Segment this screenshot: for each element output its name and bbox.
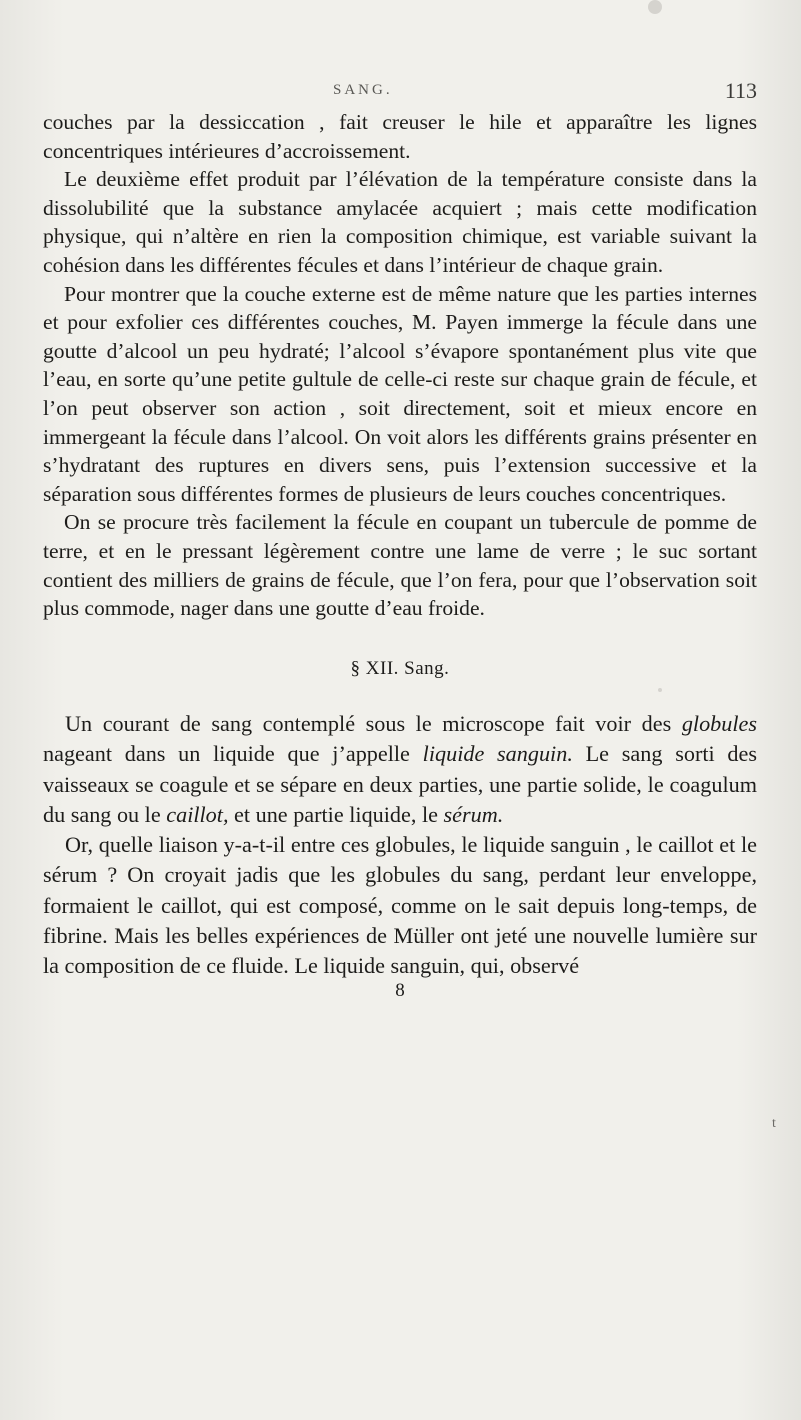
italic-term: caillot, [166, 801, 229, 827]
text-run: et une partie liquide, le [228, 801, 444, 827]
paragraph: On se procure très facilement la fécule en coupant un tubercule de pomme de terre, et en le pressant légèrement contre une lame de verre ; le suc sortant contient des milliers de grains de fécule, que l’on fera, pour que l’observation soit plus commode, nager dans une goutte d’eau froide. [43, 510, 757, 621]
signature-mark: 8 [395, 980, 405, 1002]
running-header [43, 80, 757, 110]
text-run: nageant dans un liquide que j’appelle [43, 741, 423, 767]
paragraph [43, 709, 757, 830]
paragraph: couches par la dessiccation , fait creuser le hile et apparaître les lignes concentriques intérieures d’accroissement. [43, 110, 757, 163]
paragraph: Pour montrer que la couche externe est de même nature que les parties internes et pour exfolier ces différentes couches, M. Payen immerge la fécule dans une goutte d’alcool un peu hydraté; l’alcool s’évapore spontanément plus vite que l’eau, en sorte qu’une petite gultule de celle-ci reste sur chaque grain de fécule, et l’on peut observer son action , soit directement, soit et mieux encore en immergeant la fécule dans l’alcool. On voit alors les différents grains présenter en s’hydratant des ruptures en divers sens, puis l’extension successive et la séparation sous différentes formes de plusieurs de leurs couches concentriques. [43, 281, 757, 506]
paragraph: Le deuxième effet produit par l’élévation de la température consiste dans la dissolubilité que la substance amylacée acquiert ; mais cette modification physique, qui n’altère en rien la composition chimique, est variable suivant la cohésion dans les différentes fécules et dans l’intérieur de chaque grain. [43, 167, 757, 277]
section-body [43, 709, 757, 981]
section-heading: § XII. Sang. [350, 657, 450, 679]
page-number: 113 [724, 78, 757, 103]
text-run: Le sang sorti des vaisseaux se coagule et se sépare en deux parties, une partie solide, le coagulum du sang ou le [43, 741, 758, 827]
italic-term: sérum. [443, 801, 504, 827]
ink-smudge [648, 0, 662, 14]
margin-mark: t [772, 1116, 776, 1131]
paragraph: Or, quelle liaison y-a-t-il entre ces globules, le liquide sanguin , le caillot et le sérum ? On croyait jadis que les globules du sang, perdant leur enveloppe, formaient le caillot, qui est composé, comme on le sait depuis long-temps, de fibrine. Mais les belles expériences de Müller ont jeté une nouvelle lumière sur la composition de ce fluide. Le liquide sanguin, qui, observé [43, 832, 757, 978]
page-body [43, 108, 757, 1006]
text-run: Un courant de sang contemplé sous le microscope fait voir des [65, 711, 682, 737]
running-head: SANG. [333, 82, 393, 98]
italic-term: liquide sanguin. [422, 741, 573, 767]
italic-term: globules [681, 711, 757, 737]
